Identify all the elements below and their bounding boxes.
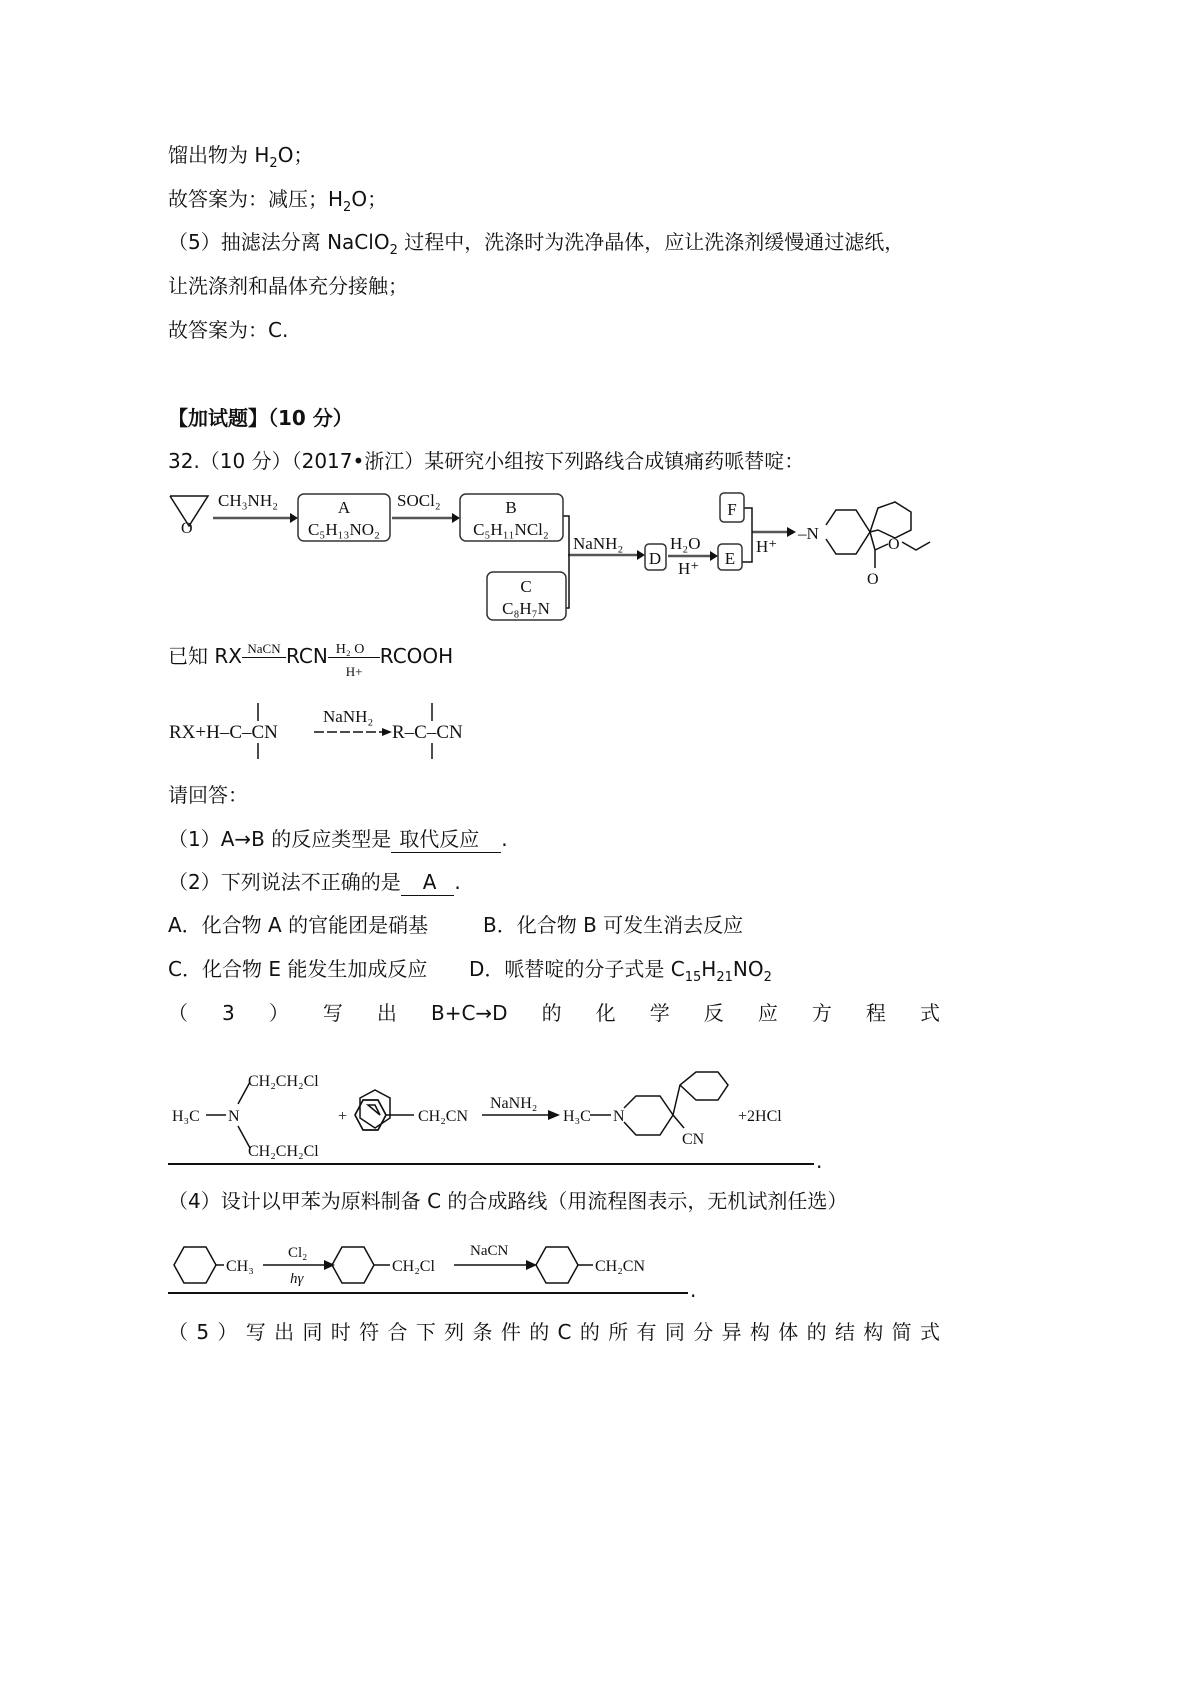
subscript: 2 (763, 970, 772, 985)
known-reaction-1 (168, 641, 454, 679)
text: CN (682, 1131, 705, 1148)
option-c: C．化合物 E 能发生加成反应 (168, 957, 428, 981)
text: 的 (806, 1320, 827, 1344)
subscript: 2 (269, 156, 278, 171)
reagent: NaNH₂ (490, 1095, 538, 1112)
text: H₃C (172, 1108, 200, 1125)
text: . (690, 1278, 697, 1302)
text: RCOOH (379, 644, 454, 668)
compound-b-label: B (505, 498, 517, 517)
text: （2）下列说法不正确的是 (168, 870, 401, 894)
text: 下 (415, 1320, 436, 1344)
reactants: RX+H–C–CN (169, 722, 278, 743)
text: 出 (376, 1001, 397, 1025)
text: 有 (636, 1320, 657, 1344)
text: 方 (811, 1001, 832, 1025)
synthesis-route (168, 1235, 708, 1295)
text: 构 (749, 1320, 770, 1344)
text: 过程中，洗涤时为洗净晶体，应让洗涤剂缓慢通过滤纸， (397, 230, 905, 254)
text-line (168, 186, 387, 221)
subscript: 21 (716, 970, 733, 985)
text: 的 (529, 1320, 550, 1344)
text: 反 (703, 1001, 724, 1025)
text: N (613, 1108, 625, 1125)
text: 程 (865, 1001, 886, 1025)
reagent-nanh2: NaNH₂ (573, 534, 624, 553)
text: 构 (863, 1320, 884, 1344)
text: +2HCl (738, 1108, 782, 1125)
compound-a-formula: C₅H₁₃NO₂ (308, 520, 380, 539)
ester-oxygen: O (888, 536, 900, 553)
text: B+C→D (430, 1001, 508, 1025)
text: CH₂CH₂Cl (248, 1073, 319, 1090)
text-line: 让洗涤剂和晶体充分接触； (168, 274, 408, 298)
text: 的 (541, 1001, 562, 1025)
prompt: 请回答： (168, 783, 248, 807)
text: 出 (274, 1320, 295, 1344)
answer-blank: A (401, 869, 455, 896)
answer-line (168, 1292, 688, 1294)
subscript: 2 (343, 200, 352, 215)
compound-b-formula: C₅H₁₁NCl₂ (473, 520, 549, 539)
text: H (701, 957, 717, 981)
text: 条 (472, 1320, 493, 1344)
benzene-ring (360, 1090, 390, 1128)
text: C (557, 1320, 572, 1344)
text: 简 (891, 1320, 912, 1344)
text: CH₂CN (418, 1108, 469, 1125)
text: 异 (721, 1320, 742, 1344)
reagent-ch3nh2: CH₃NH₂ (218, 491, 279, 510)
text: ） (268, 1001, 289, 1025)
section-title: 【加试题】（10 分） (168, 406, 353, 430)
reagent: NaNH₂ (323, 707, 374, 726)
reagent-h-plus: H⁺ (678, 559, 700, 578)
carbonyl-oxygen: O (867, 571, 879, 588)
text: CH₂CH₂Cl (248, 1143, 319, 1160)
compound-c-label: C (520, 577, 532, 596)
answer-line (168, 1163, 814, 1165)
text: CH₂CN (595, 1258, 646, 1275)
compound-c-formula: C₈H₇N (502, 599, 550, 618)
arrowhead (382, 728, 392, 736)
text: 同 (664, 1320, 685, 1344)
question-stem: 32.（10 分）（2017•浙江）某研究小组按下列路线合成镇痛药哌替啶： (168, 449, 805, 473)
compound-d-label: D (648, 549, 662, 568)
text: 写 (245, 1320, 266, 1344)
text: 的 (579, 1320, 600, 1344)
text: （ (168, 1320, 188, 1344)
text: H₃C (563, 1108, 591, 1125)
arrowhead (526, 1260, 537, 1270)
text: （ (168, 1001, 188, 1025)
reagent-h2o: H₂O (670, 534, 701, 553)
compound-e-label: E (724, 549, 736, 568)
text: O； (351, 187, 388, 211)
text-line (168, 229, 904, 264)
question-3 (168, 1000, 940, 1026)
text-line (168, 142, 313, 177)
question-5 (168, 1319, 940, 1345)
text: . (454, 870, 461, 894)
text: 式 (919, 1001, 940, 1025)
text: 学 (649, 1001, 670, 1025)
text: 结 (834, 1320, 855, 1344)
text: 式 (919, 1320, 940, 1344)
reagent: Cl₂ (288, 1245, 308, 1261)
reagent: NaCN (470, 1243, 509, 1259)
text: NO (732, 957, 764, 981)
text: 合 (387, 1320, 408, 1344)
reagent: H+ (345, 664, 363, 679)
reagent: hγ (290, 1271, 304, 1287)
arrow-nacn: NaCN (242, 643, 286, 658)
text: 列 (444, 1320, 465, 1344)
text: D．哌替啶的分子式是 C (469, 957, 685, 981)
text: 体 (778, 1320, 799, 1344)
option-b: B．化合物 B 可发生消去反应 (483, 913, 744, 937)
text: 馏出物为 H (168, 143, 270, 167)
reagent: H₂ O (335, 642, 365, 657)
known-reaction-2 (160, 695, 520, 765)
product: R–C–CN (392, 722, 463, 743)
answer-blank: 取代反应 (391, 826, 501, 853)
text: 所 (608, 1320, 629, 1344)
text: 件 (500, 1320, 521, 1344)
equation-3 (168, 1040, 848, 1170)
compound-f-label: F (727, 500, 737, 519)
text: 化 (595, 1001, 616, 1025)
text: 分 (693, 1320, 714, 1344)
option-a: A．化合物 A 的官能团是硝基 (168, 913, 429, 937)
arrowhead (548, 1110, 560, 1120)
arrow-line (328, 657, 380, 658)
option-d (469, 956, 772, 991)
question-1 (168, 826, 508, 853)
text: CH₃ (226, 1258, 254, 1275)
text: （1）A→B 的反应类型是 (168, 827, 392, 851)
synthesis-scheme (0, 480, 1000, 630)
pethidine-structure (826, 502, 930, 568)
text: CH₂Cl (392, 1258, 435, 1275)
text: O； (277, 143, 314, 167)
question-4: （4）设计以甲苯为原料制备 C 的合成路线（用流程图表示，无机试剂任选） (168, 1189, 848, 1213)
text: 故答案为：减压；H (168, 187, 344, 211)
text: 符 (359, 1320, 380, 1344)
reagent-h-plus-2: H⁺ (756, 537, 778, 556)
compound-a-label: A (337, 498, 351, 517)
text: . (501, 827, 508, 851)
text: . (816, 1149, 823, 1173)
question-2 (168, 869, 461, 896)
arrow-hydrolysis (328, 642, 380, 679)
text: 已知 RX (168, 644, 242, 668)
text: 5 (196, 1320, 210, 1344)
text: N (228, 1108, 240, 1125)
text: RCN (285, 644, 328, 668)
epoxide-oxygen: O (181, 520, 193, 537)
text: 应 (757, 1001, 778, 1025)
text: 写 (322, 1001, 343, 1025)
product-nitrogen: –N (798, 524, 819, 543)
text-line: 故答案为：C. (168, 318, 289, 342)
text: 3 (222, 1001, 235, 1025)
text: ） (217, 1320, 238, 1344)
reagent-socl2: SOCl₂ (397, 491, 441, 510)
subscript: 2 (389, 243, 398, 258)
text: 时 (330, 1320, 351, 1344)
text: + (338, 1108, 348, 1125)
subscript: 15 (684, 970, 702, 985)
text: （5）抽滤法分离 NaClO (168, 230, 390, 254)
text: 同 (302, 1320, 323, 1344)
